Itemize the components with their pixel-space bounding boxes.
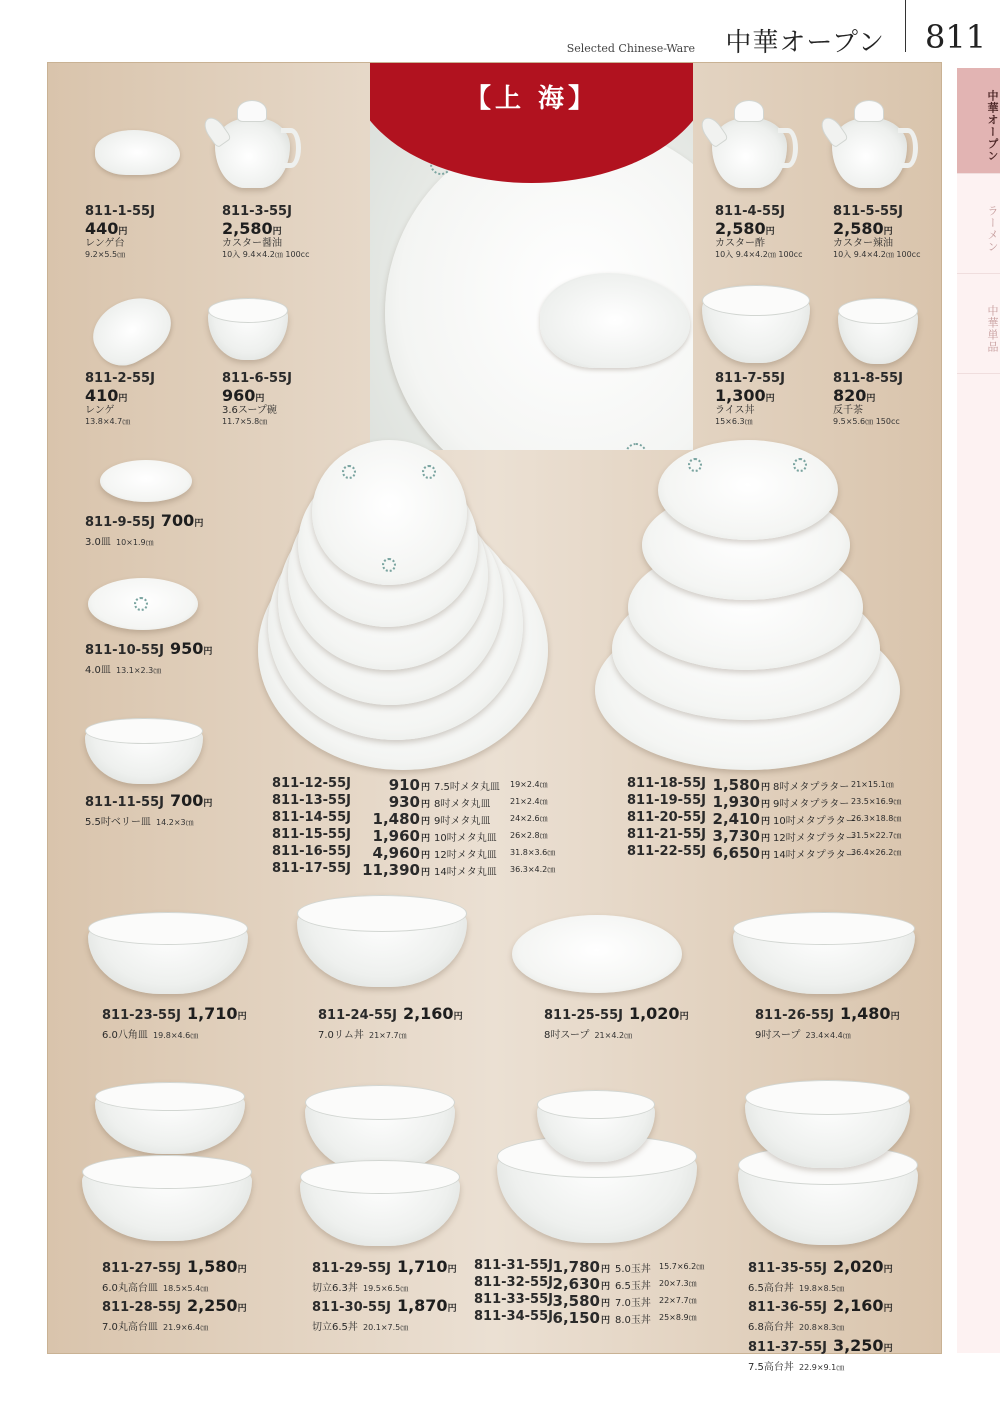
- product-name: 14吋メタ丸皿: [434, 867, 497, 878]
- product-name: 切立6.3丼: [312, 1282, 358, 1294]
- product-price: 1,300: [715, 385, 766, 405]
- product-price: 2,630: [552, 1275, 600, 1293]
- catalog-subtitle: Selected Chinese-Ware: [566, 42, 695, 55]
- product-price: 1,020: [628, 1004, 680, 1023]
- product-price: 4,960: [372, 844, 420, 862]
- yen-unit: 円: [255, 393, 265, 404]
- product-size: 19.5×6.5㎝: [363, 1283, 409, 1293]
- product-size: 15×6.3㎝: [715, 416, 753, 426]
- product-size: 10入 9.4×4.2㎝ 100cc: [715, 249, 803, 259]
- product-price: 700: [169, 791, 204, 810]
- plate-motif-icon: [688, 458, 702, 472]
- product-name: 8吋メタプラター: [773, 782, 850, 793]
- product-name: 切立6.5丼: [312, 1322, 358, 1334]
- product-code: 811-31-55J: [474, 1258, 553, 1273]
- product-label: [85, 205, 155, 259]
- yen-unit: 円: [194, 519, 204, 529]
- yen-unit: 円: [421, 817, 431, 827]
- yen-unit: 円: [421, 783, 431, 793]
- product-price: 1,930: [712, 793, 760, 811]
- product-code: 811-15-55J: [272, 827, 351, 842]
- product-label: [748, 1258, 893, 1374]
- product-name: 8.0玉丼: [615, 1315, 651, 1326]
- product-price: 2,580: [715, 218, 766, 238]
- product-code: 811-30-55J: [312, 1300, 391, 1316]
- product-name: 3.0皿: [85, 536, 111, 548]
- yen-unit: 円: [601, 1282, 611, 1292]
- product-size: 21.9×6.4㎝: [163, 1323, 209, 1333]
- product-size: 31.8×3.6㎝: [510, 848, 556, 857]
- product-name: 10吋メタ丸皿: [434, 833, 497, 844]
- product-code: 811-26-55J: [755, 1008, 834, 1023]
- hero-spoon-motif-icon: [540, 273, 564, 297]
- product-name: 14吋メタプラター: [773, 850, 856, 861]
- product-code: 811-8-55J: [833, 371, 903, 386]
- yen-unit: 円: [883, 1343, 893, 1354]
- product-price: 2,580: [833, 218, 884, 238]
- product-name: 6.5高台丼: [748, 1282, 794, 1294]
- chili-oil-pot-photo: [832, 118, 907, 188]
- product-size: 10入 9.4×4.2㎝ 100cc: [833, 249, 921, 259]
- product-code: 811-11-55J: [85, 795, 164, 810]
- vinegar-pot-photo: [712, 118, 787, 188]
- product-code: 811-6-55J: [222, 371, 292, 386]
- product-size: 9.5×5.6㎝ 150cc: [833, 416, 900, 426]
- header-divider: [905, 0, 906, 52]
- spoon-rest-photo: [95, 130, 180, 175]
- product-name: カスター醤油: [222, 238, 282, 250]
- yen-unit: 円: [761, 783, 771, 793]
- product-size: 26.3×18.8㎝: [851, 814, 902, 823]
- product-size: 20×7.3㎝: [659, 1279, 697, 1288]
- product-size: 20.8×8.3㎝: [799, 1323, 845, 1333]
- product-label: [85, 640, 212, 677]
- side-index-tab-chinese-single[interactable]: 中華単品: [957, 273, 1000, 373]
- product-label: [312, 1258, 457, 1335]
- product-size: 9.2×5.5㎝: [85, 249, 126, 259]
- yen-unit: 円: [601, 1265, 611, 1275]
- product-label: [85, 512, 203, 549]
- product-code: 811-29-55J: [312, 1261, 391, 1276]
- product-size: 11.7×5.8㎝: [222, 416, 268, 426]
- yen-unit: 円: [761, 817, 771, 827]
- product-label: [102, 1005, 247, 1042]
- product-name: 6.5玉丼: [615, 1281, 651, 1292]
- product-name: 7.0丸高台皿: [102, 1322, 158, 1334]
- product-price: 3,250: [832, 1335, 884, 1355]
- product-code: 811-34-55J: [474, 1309, 553, 1324]
- side-index-filler: [957, 373, 1000, 1353]
- product-code: 811-33-55J: [474, 1292, 553, 1307]
- product-label: [85, 792, 212, 829]
- product-size: 24×2.6㎝: [510, 814, 548, 823]
- product-code: 811-27-55J: [102, 1261, 181, 1276]
- product-code: 811-5-55J: [833, 204, 903, 219]
- product-code: 811-37-55J: [748, 1339, 827, 1355]
- product-price: 2,020: [832, 1257, 884, 1276]
- product-name: 6.0八角皿: [102, 1029, 148, 1041]
- side-index-tab-chinese-open[interactable]: 中華オープン: [957, 68, 1000, 173]
- product-size: 23.4×4.4㎝: [805, 1030, 851, 1040]
- product-label: [544, 1005, 689, 1042]
- product-size: 21×15.1㎝: [851, 780, 894, 789]
- product-name: 反千茶: [833, 405, 863, 417]
- yen-unit: 円: [453, 1012, 463, 1022]
- hero-title: 【上 海】: [464, 84, 599, 114]
- product-size: 14.2×3㎝: [156, 817, 194, 827]
- product-name: 7.0リム丼: [318, 1029, 364, 1041]
- product-size: 22.9×9.1㎝: [799, 1362, 845, 1372]
- yen-unit: 円: [883, 1304, 893, 1315]
- product-name: 5.5吋ベリー皿: [85, 816, 151, 828]
- product-price: 410: [85, 385, 119, 405]
- yen-unit: 円: [203, 647, 213, 657]
- product-name: 7.5高台丼: [748, 1361, 794, 1373]
- product-size: 21×7.7㎝: [369, 1030, 407, 1040]
- product-code: 811-28-55J: [102, 1300, 181, 1316]
- yen-unit: 円: [118, 393, 128, 404]
- plate-motif-icon: [793, 458, 807, 472]
- product-code: 811-7-55J: [715, 371, 785, 386]
- product-price: 2,160: [832, 1296, 884, 1316]
- product-code: 811-19-55J: [627, 793, 706, 808]
- yen-unit: 円: [866, 393, 876, 404]
- product-size: 10入 9.4×4.2㎝ 100cc: [222, 249, 310, 259]
- product-size: 19.8×8.5㎝: [799, 1283, 845, 1293]
- product-name: 3.6スープ碗: [222, 405, 277, 417]
- yen-unit: 円: [447, 1265, 457, 1275]
- yen-unit: 円: [421, 868, 431, 878]
- product-name: 8吋スープ: [544, 1029, 590, 1041]
- product-code: 811-10-55J: [85, 643, 164, 658]
- product-price: 3,730: [712, 827, 760, 845]
- yen-unit: 円: [765, 393, 775, 404]
- product-price: 1,870: [396, 1296, 448, 1316]
- round-plate-7-5-photo: [312, 440, 467, 585]
- product-size: 36.3×4.2㎝: [510, 865, 556, 874]
- yen-unit: 円: [421, 834, 431, 844]
- product-price: 910: [388, 776, 420, 794]
- yen-unit: 円: [761, 851, 771, 861]
- product-price: 6,650: [712, 844, 760, 862]
- product-code: 811-22-55J: [627, 844, 706, 859]
- product-code: 811-9-55J: [85, 515, 155, 530]
- product-name: 7.5吋メタ丸皿: [434, 782, 500, 793]
- product-name: 9吋スープ: [755, 1029, 801, 1041]
- product-code: 811-3-55J: [222, 204, 292, 219]
- yen-unit: 円: [761, 834, 771, 844]
- product-name: 6.0丸高台皿: [102, 1282, 158, 1294]
- product-size: 15.7×6.2㎝: [659, 1262, 705, 1271]
- product-label: [222, 205, 309, 259]
- product-label: [715, 205, 802, 259]
- product-name: 6.8高台丼: [748, 1322, 794, 1334]
- product-name: 12吋メタプラター: [773, 833, 856, 844]
- side-index-tab-ramen[interactable]: ラーメン: [957, 173, 1000, 273]
- soup-plate-8-photo: [512, 915, 682, 993]
- product-name: カスター酢: [715, 238, 765, 250]
- yen-unit: 円: [883, 226, 893, 237]
- product-price: 3,580: [552, 1292, 600, 1310]
- product-price: 2,250: [186, 1296, 238, 1316]
- product-label: [715, 372, 785, 426]
- product-size: 18.5×5.4㎝: [163, 1283, 209, 1293]
- product-label: [102, 1258, 247, 1335]
- product-label: [318, 1005, 463, 1042]
- product-size: 19.8×4.6㎝: [153, 1030, 199, 1040]
- product-name: 12吋メタ丸皿: [434, 850, 497, 861]
- product-price: 1,480: [839, 1004, 891, 1023]
- product-name: レンゲ台: [85, 238, 125, 250]
- product-price: 950: [169, 639, 204, 658]
- product-price: 440: [85, 218, 119, 238]
- product-size: 22×7.7㎝: [659, 1296, 697, 1305]
- product-code: 811-17-55J: [272, 861, 351, 876]
- product-name: 9吋メタプラター: [773, 799, 850, 810]
- product-code: 811-20-55J: [627, 810, 706, 825]
- yen-unit: 円: [203, 799, 213, 809]
- product-code: 811-25-55J: [544, 1008, 623, 1023]
- product-price: 1,780: [552, 1258, 600, 1276]
- product-price: 6,150: [552, 1309, 600, 1327]
- product-name: レンゲ: [85, 405, 115, 417]
- product-size: 31.5×22.7㎝: [851, 831, 902, 840]
- product-size: 25×8.9㎝: [659, 1313, 697, 1322]
- product-code: 811-23-55J: [102, 1008, 181, 1023]
- plate-motif-icon: [134, 597, 148, 611]
- product-size: 10×1.9㎝: [116, 537, 154, 547]
- product-price: 1,960: [372, 827, 420, 845]
- product-size: 19×2.4㎝: [510, 780, 548, 789]
- product-price: 1,710: [186, 1004, 238, 1023]
- yen-unit: 円: [890, 1012, 900, 1022]
- product-price: 930: [388, 793, 420, 811]
- product-name: 4.0皿: [85, 664, 111, 676]
- product-code: 811-16-55J: [272, 844, 351, 859]
- product-size: 26×2.8㎝: [510, 831, 548, 840]
- product-code: 811-35-55J: [748, 1261, 827, 1276]
- small-plate-4-photo: [88, 578, 198, 630]
- product-label: [85, 372, 155, 426]
- product-size: 13.1×2.3㎝: [116, 665, 162, 675]
- product-price: 11,390: [362, 861, 420, 879]
- yen-unit: 円: [765, 226, 775, 237]
- plate-motif-icon: [382, 558, 396, 572]
- product-size: 36.4×26.2㎝: [851, 848, 902, 857]
- product-name: 8吋メタ丸皿: [434, 799, 491, 810]
- small-plate-3-photo: [100, 460, 192, 502]
- product-name: 10吋メタプラター: [773, 816, 856, 827]
- product-name: カスター辣油: [833, 238, 893, 250]
- product-name: 9吋メタ丸皿: [434, 816, 491, 827]
- product-label: [222, 372, 292, 426]
- product-label: [755, 1005, 900, 1042]
- product-code: 811-1-55J: [85, 204, 155, 219]
- product-code: 811-14-55J: [272, 810, 351, 825]
- product-price: 1,580: [712, 776, 760, 794]
- product-code: 811-21-55J: [627, 827, 706, 842]
- yen-unit: 円: [601, 1316, 611, 1326]
- product-price: 2,160: [402, 1004, 454, 1023]
- product-price: 2,410: [712, 810, 760, 828]
- soy-sauce-pot-photo: [215, 118, 290, 188]
- product-price: 2,580: [222, 218, 273, 238]
- product-price: 1,480: [372, 810, 420, 828]
- product-label: [833, 372, 903, 426]
- product-code: 811-32-55J: [474, 1275, 553, 1290]
- product-code: 811-12-55J: [272, 776, 351, 791]
- product-price: 1,580: [186, 1257, 238, 1276]
- yen-unit: 円: [237, 1012, 247, 1022]
- product-name: 5.0玉丼: [615, 1264, 651, 1275]
- yen-unit: 円: [883, 1265, 893, 1275]
- product-code: 811-18-55J: [627, 776, 706, 791]
- plate-motif-icon: [342, 465, 356, 479]
- product-price: 820: [833, 385, 867, 405]
- product-code: 811-36-55J: [748, 1300, 827, 1316]
- product-price: 960: [222, 385, 256, 405]
- product-size: 13.8×4.7㎝: [85, 416, 131, 426]
- product-price: 1,710: [396, 1257, 448, 1276]
- yen-unit: 円: [118, 226, 128, 237]
- catalog-section-title: 中華オープン: [725, 28, 885, 58]
- product-price: 700: [160, 511, 195, 530]
- product-size: 23.5×16.9㎝: [851, 797, 902, 806]
- yen-unit: 円: [421, 800, 431, 810]
- product-size: 21×4.2㎝: [594, 1030, 633, 1040]
- product-name: 7.0玉丼: [615, 1298, 651, 1309]
- product-size: 20.1×7.5㎝: [363, 1323, 409, 1333]
- yen-unit: 円: [272, 226, 282, 237]
- yen-unit: 円: [237, 1304, 247, 1315]
- yen-unit: 円: [421, 851, 431, 861]
- yen-unit: 円: [237, 1265, 247, 1275]
- yen-unit: 円: [761, 800, 771, 810]
- plate-motif-icon: [422, 465, 436, 479]
- product-code: 811-13-55J: [272, 793, 351, 808]
- product-code: 811-4-55J: [715, 204, 785, 219]
- yen-unit: 円: [447, 1304, 457, 1315]
- product-code: 811-2-55J: [85, 371, 155, 386]
- yen-unit: 円: [601, 1299, 611, 1309]
- product-name: ライス丼: [715, 405, 755, 417]
- page-number: 811: [925, 18, 987, 56]
- product-code: 811-24-55J: [318, 1008, 397, 1023]
- product-label: [833, 205, 920, 259]
- platter-8-photo: [658, 440, 838, 540]
- hero-motif-icon: [625, 443, 647, 450]
- product-size: 21×2.4㎝: [510, 797, 548, 806]
- yen-unit: 円: [679, 1012, 689, 1022]
